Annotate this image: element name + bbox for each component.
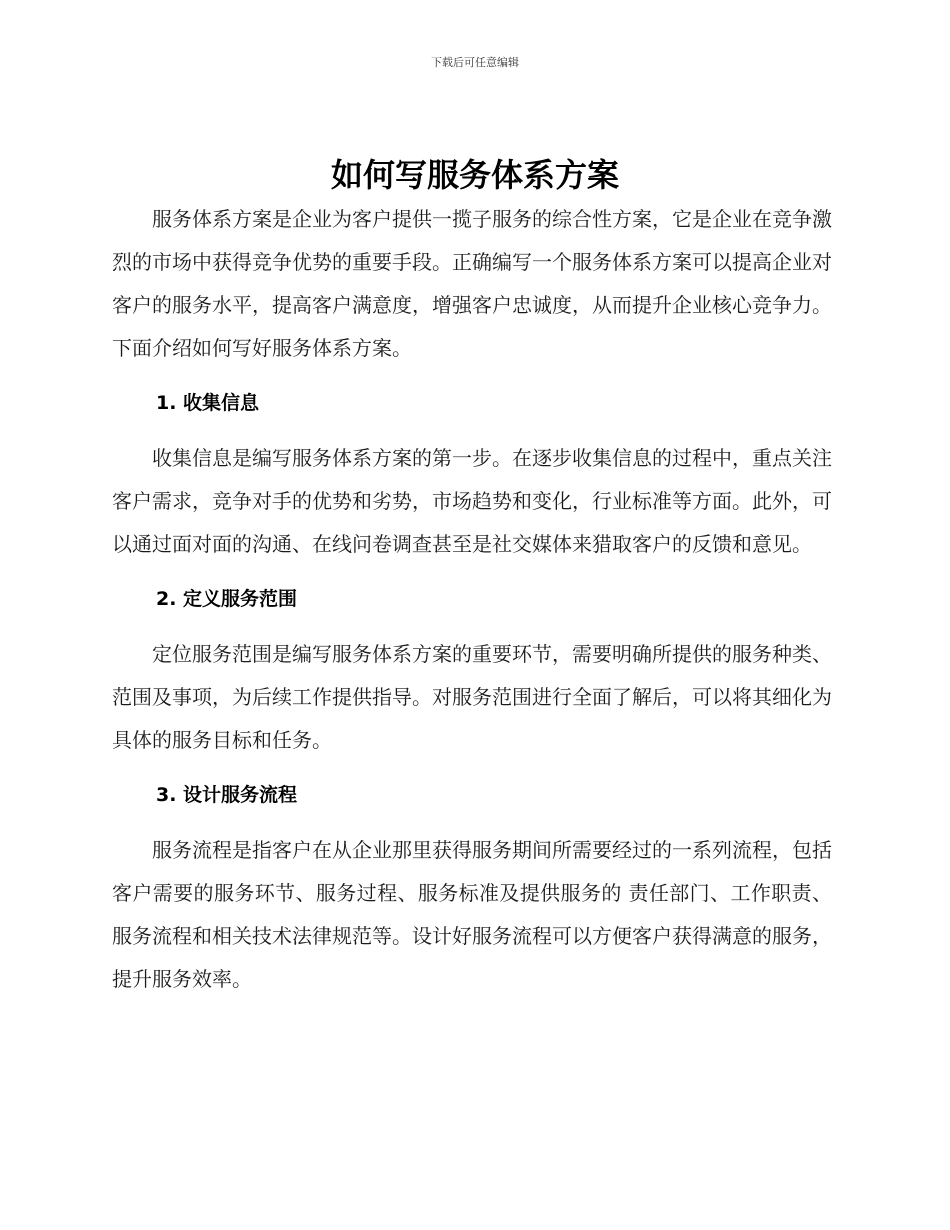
section-heading-service-process: 3. 设计服务流程 bbox=[156, 784, 298, 806]
header-note: 下载后可任意编辑 bbox=[431, 56, 519, 69]
section-heading-service-scope: 2. 定义服务范围 bbox=[156, 588, 298, 610]
section-body-service-process: 服务流程是指客户在从企业那里获得服务期间所需要经过的一系列流程，包括客户需要的服务环节、服务过程、服务标准及提供服务的 责任部门、工作职责、服务流程和相关技术法律规范等。设计好服务流程可以方便客户获得满意的服务，提升服务效率。 bbox=[112, 838, 832, 991]
section-body-service-scope: 定位服务范围是编写服务体系方案的重要环节，需要明确所提供的服务种类、范围及事项，为后续工作提供指导。对服务范围进行全面了解后，可以将其细化为具体的服务目标和任务。 bbox=[112, 642, 832, 752]
section-body-collect-info: 收集信息是编写服务体系方案的第一步。在逐步收集信息的过程中，重点关注客户需求，竞争对手的优势和劣势，市场趋势和变化，行业标准等方面。此外，可以通过面对面的沟通、在线问卷调查甚至是社交媒体来猎取客户的反馈和意见。 bbox=[112, 446, 832, 556]
document-body bbox=[112, 198, 832, 1001]
intro-paragraph: 服务体系方案是企业为客户提供一揽子服务的综合性方案，它是企业在竞争激烈的市场中获得竞争优势的重要手段。正确编写一个服务体系方案可以提高企业对客户的服务水平，提高客户满意度，增强客户忠诚度，从而提升企业核心竞争力。下面介绍如何写好服务体系方案。 bbox=[112, 207, 832, 360]
document-title: 如何写服务体系方案 bbox=[330, 156, 619, 194]
section-heading-collect-info: 1. 收集信息 bbox=[156, 392, 260, 414]
